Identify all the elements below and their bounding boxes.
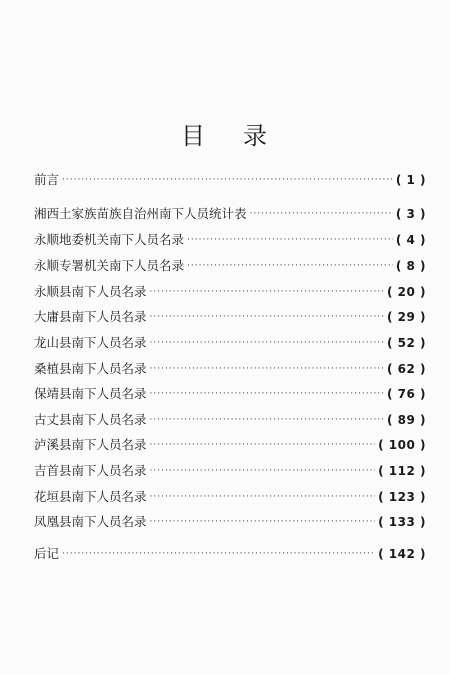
toc-leader-dots [250,205,393,223]
toc-entry-page: ( 4 ) [395,233,426,247]
toc-entry-page: ( 123 ) [378,490,426,504]
toc-entry [34,545,426,563]
toc-entry [34,231,426,249]
toc-entry-label: 泸溪县南下人员名录 [34,437,147,452]
toc-leader-dots [187,231,393,249]
toc-entry-page: ( 29 ) [386,310,426,324]
toc-leader-dots [150,488,376,506]
title-char-1: 目 [181,122,207,150]
toc-entry-page: ( 1 ) [395,173,426,187]
toc-entry [34,436,426,454]
toc-entry [34,488,426,506]
toc-entry-label: 永顺地委机关南下人员名录 [34,232,185,247]
toc-entry-label: 湘西土家族苗族自治州南下人员统计表 [34,206,247,221]
toc-entry-page: ( 3 ) [395,207,426,221]
toc-entry-label: 大庸县南下人员名录 [34,309,147,324]
toc-entry [34,171,426,189]
toc-entry [34,385,426,403]
toc-entry [34,513,426,531]
toc-leader-dots [150,308,384,326]
toc-entry-label: 后记 [34,546,60,561]
toc-entry [34,360,426,378]
toc-entry [34,462,426,480]
toc-entry-label: 古丈县南下人员名录 [34,412,147,427]
toc-entry-label: 吉首县南下人员名录 [34,463,147,478]
toc-entry [34,308,426,326]
toc-entry-label: 前言 [34,172,60,187]
toc-entry-page: ( 8 ) [395,259,426,273]
toc-entry-page: ( 20 ) [386,285,426,299]
toc-leader-dots [150,513,376,531]
toc-entry [34,411,426,429]
toc-leader-dots [150,283,384,301]
toc-entry-page: ( 112 ) [378,464,426,478]
toc-leader-dots [150,385,384,403]
toc-entry-label: 永顺县南下人员名录 [34,284,147,299]
toc-entry-label: 永顺专署机关南下人员名录 [34,258,185,273]
toc-entry [34,334,426,352]
toc-entry-page: ( 76 ) [386,387,426,401]
toc-leader-dots [150,360,384,378]
toc-entry-page: ( 133 ) [378,515,426,529]
toc-entry-page: ( 62 ) [386,362,426,376]
toc-entry-page: ( 142 ) [378,547,426,561]
toc-leader-dots [150,334,384,352]
title-char-2: 录 [243,122,269,150]
toc-entry-label: 凤凰县南下人员名录 [34,514,147,529]
toc-leader-dots [150,462,376,480]
toc-entry-label: 龙山县南下人员名录 [34,335,147,350]
toc-entry-page: ( 52 ) [386,336,426,350]
toc-entry-label: 保靖县南下人员名录 [34,386,147,401]
toc-entry [34,283,426,301]
toc-entry-label: 桑植县南下人员名录 [34,361,147,376]
toc-entry-page: ( 100 ) [378,438,426,452]
toc-entry-page: ( 89 ) [386,413,426,427]
toc-entry [34,257,426,275]
toc-leader-dots [62,545,375,563]
toc-entry-label: 花垣县南下人员名录 [34,489,147,504]
toc-entry [34,205,426,223]
toc-leader-dots [150,411,384,429]
toc-leader-dots [187,257,393,275]
toc-leader-dots [62,171,393,189]
toc-leader-dots [150,436,376,454]
